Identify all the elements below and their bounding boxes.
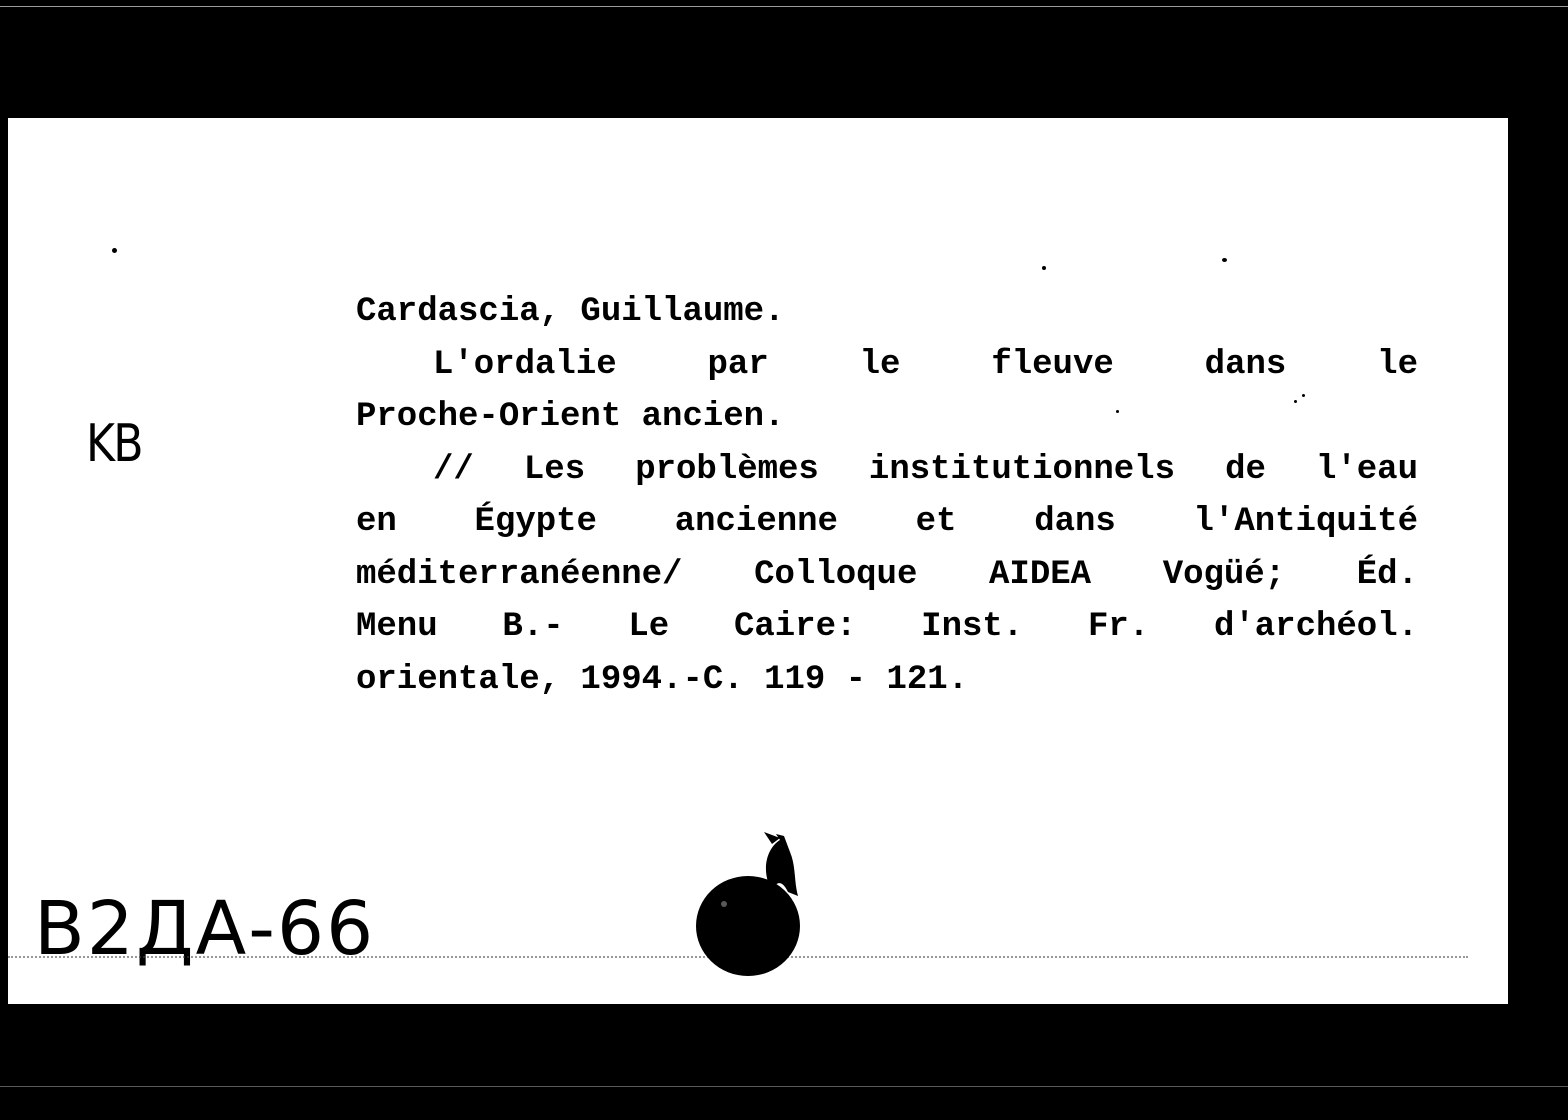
handwritten-margin-note: KB (86, 414, 142, 474)
bibliographic-entry (356, 286, 1418, 706)
library-stamp-icon (684, 822, 814, 982)
entry-source-line: en Égypte ancienne et dans l'Antiquité (356, 503, 1418, 541)
entry-title-line: L'ordalie par le fleuve dans le (433, 345, 1418, 384)
entry-title-line: Proche-Orient ancien. (356, 398, 785, 436)
scan-speck (1302, 394, 1305, 397)
catalog-card (8, 118, 1508, 1004)
entry-source-line: // Les problèmes institutionnels de l'eau (433, 450, 1418, 489)
entry-pages-line: orientale, 1994.-C. 119 - 121. (356, 660, 969, 699)
scan-speck (1042, 266, 1046, 270)
entry-source-line: méditerranéenne/ Colloque AIDEA Vogüé; Éd. (356, 555, 1418, 594)
scan-speck (112, 248, 117, 253)
entry-publication-line: Menu B.- Le Caire: Inst. Fr. d'archéol. (356, 608, 1418, 646)
scan-speck (1294, 400, 1297, 403)
entry-author: Cardascia, Guillaume. (356, 293, 785, 331)
scan-edge-line (0, 6, 1568, 7)
handwritten-shelf-mark: В2ДА-66 (34, 886, 376, 972)
scan-speck (1222, 258, 1227, 262)
scan-edge-line (0, 1086, 1568, 1087)
scan-speck (1116, 410, 1119, 413)
